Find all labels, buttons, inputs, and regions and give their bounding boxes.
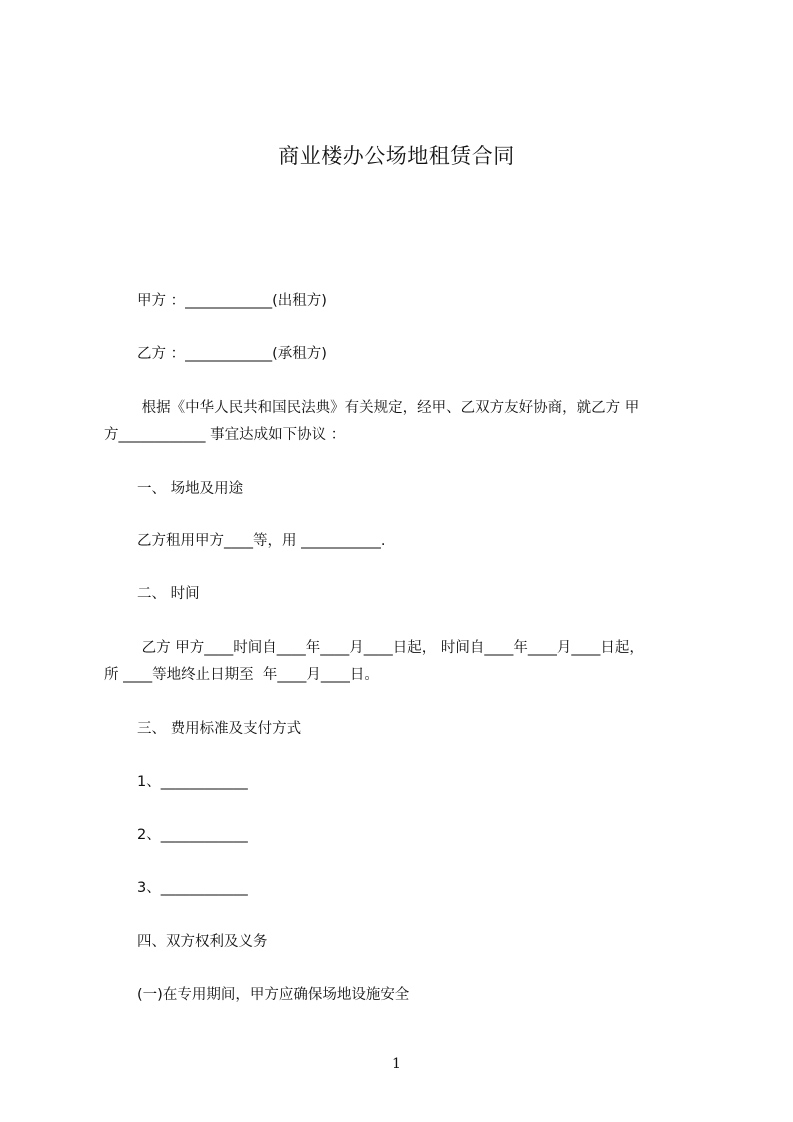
preamble-line-1: 根据《中华人民共和国民法典》有关规定，经甲、乙双方友好协商，就乙方 甲 (137, 400, 640, 416)
page-number: 1 (392, 1056, 401, 1072)
fee-item-1: 1、____________ (137, 774, 248, 790)
party-a-line: 甲方 ：____________(出租方) (137, 293, 327, 309)
preamble-line-2: 方____________ 事宜达成如下协议 ： (104, 427, 346, 443)
document-title: 商业楼办公场地租赁合同 (278, 144, 515, 168)
fee-item-3: 3、____________ (137, 880, 248, 896)
section-1-heading: 一、 场地及用途 (137, 481, 244, 497)
section-1-text: 乙方租用甲方____等，用 ___________. (137, 533, 386, 549)
section-2-line-1: 乙方 甲方____时间自____年____月____日起， 时间自____年____月____日起， (137, 640, 644, 656)
section-3-heading: 三、 费用标准及支付方式 (137, 721, 302, 737)
clause-1: (一)在专用期间，甲方应确保场地设施安全 (137, 987, 410, 1003)
section-4-heading: 四、双方权利及义务 (137, 934, 268, 950)
section-2-line-2: 所 ____等地终止日期至 年____月____日。 (104, 667, 379, 683)
fee-item-2: 2、____________ (137, 827, 248, 843)
section-2-heading: 二、 时间 (137, 586, 200, 602)
party-b-line: 乙方 ：____________(承租方) (137, 346, 327, 362)
